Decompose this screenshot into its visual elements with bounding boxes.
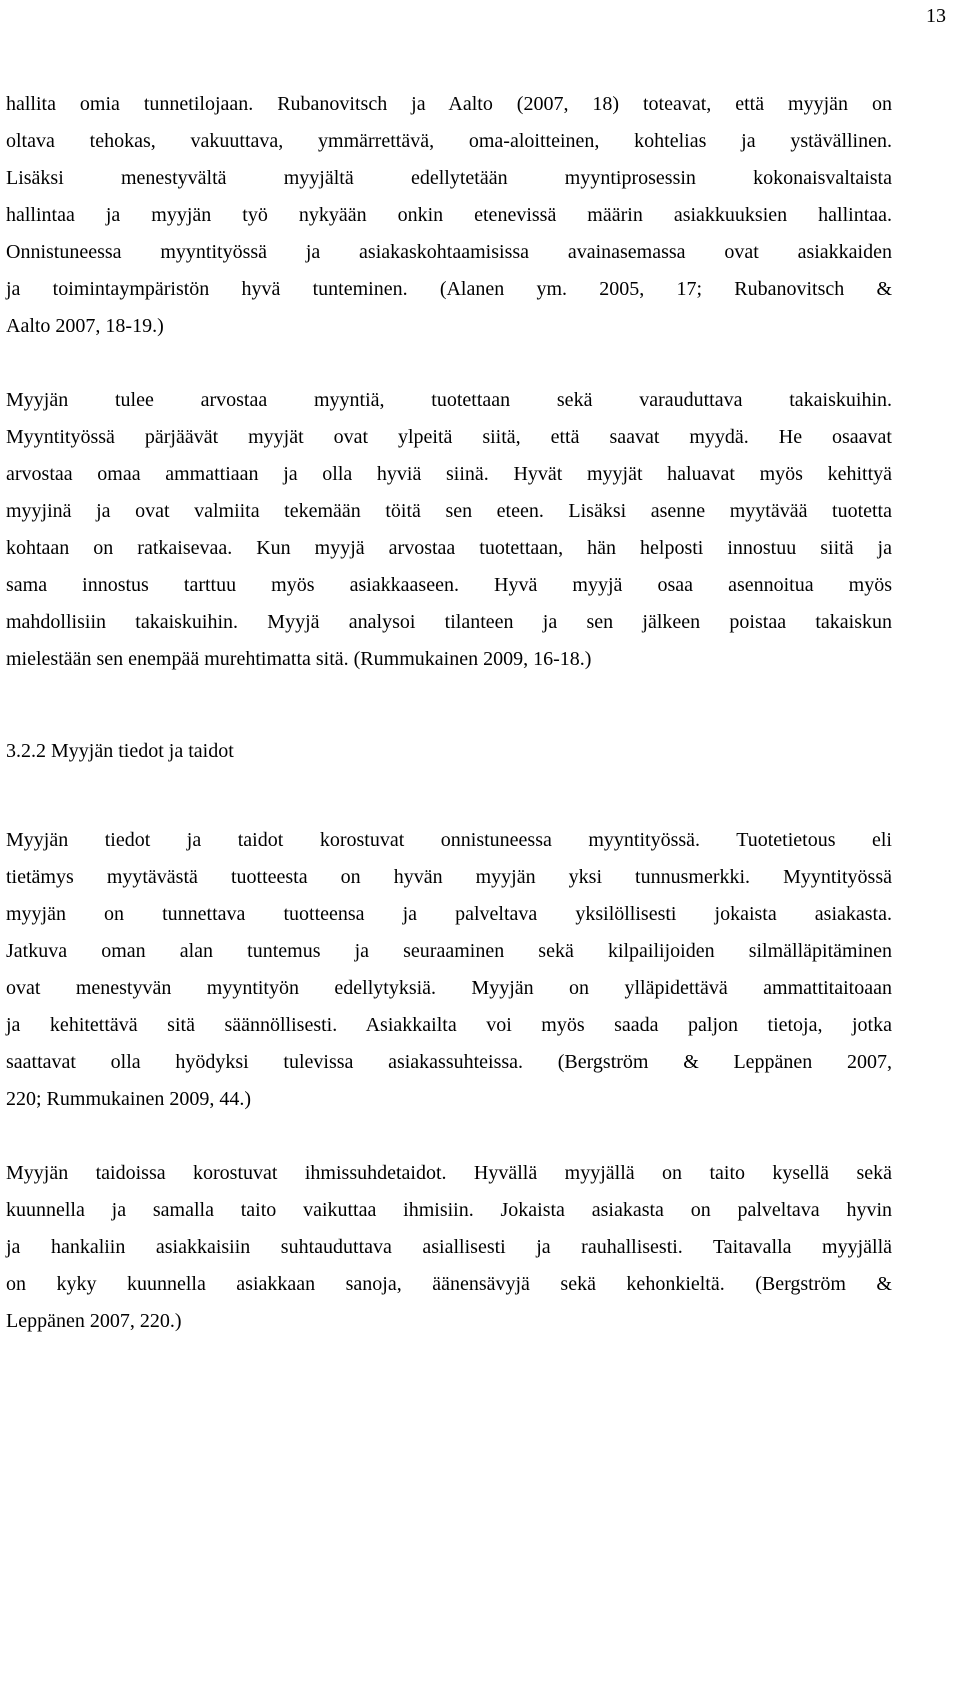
text-line: myyjän on tunnettava tuotteensa ja palveltava yksilöllisesti jokaista asiakasta. [6, 903, 892, 925]
text-line: oltava tehokas, vakuuttava, ymmärrettävä, oma-aloitteinen, kohtelias ja ystävällinen. [6, 130, 892, 152]
text-line: Onnistuneessa myyntityössä ja asiakaskohtaamisissa avainasemassa ovat asiakkaiden [6, 241, 892, 263]
text-line: ja kehitettävä sitä säännöllisesti. Asiakkailta voi myös saada paljon tietoja, jotka [6, 1014, 892, 1036]
section-heading: 3.2.2 Myyjän tiedot ja taidot [6, 740, 234, 762]
text-line: 220; Rummukainen 2009, 44.) [6, 1088, 251, 1110]
text-line: mahdollisiin takaiskuihin. Myyjä analysoi tilanteen ja sen jälkeen poistaa takaiskun [6, 611, 892, 633]
document-body [6, 86, 892, 1340]
text-line: saattavat olla hyödyksi tulevissa asiakassuhteissa. (Bergström & Leppänen 2007, [6, 1051, 892, 1073]
text-line: Myyjän tiedot ja taidot korostuvat onnistuneessa myyntityössä. Tuotetietous eli [6, 829, 892, 851]
paragraph-gap [6, 1118, 892, 1155]
paragraph [6, 1155, 892, 1340]
text-line: kohtaan on ratkaisevaa. Kun myyjä arvostaa tuotettaan, hän helposti innostuu siitä ja [6, 537, 892, 559]
text-line: mielestään sen enempää murehtimatta sitä. (Rummukainen 2009, 16-18.) [6, 648, 592, 670]
text-line: Myyntityössä pärjäävät myyjät ovat ylpeitä siitä, että saavat myydä. He osaavat [6, 426, 892, 448]
text-line: sama innostus tarttuu myös asiakkaaseen. Hyvä myyjä osaa asennoitua myös [6, 574, 892, 596]
text-line: ovat menestyvän myyntityön edellytyksiä. Myyjän on ylläpidettävä ammattitaitoaan [6, 977, 892, 999]
text-line: kuunnella ja samalla taito vaikuttaa ihmisiin. Jokaista asiakasta on palveltava hyvin [6, 1199, 892, 1221]
text-line: arvostaa omaa ammattiaan ja olla hyviä siinä. Hyvät myyjät haluavat myös kehittyä [6, 463, 892, 485]
section-gap [6, 678, 892, 733]
text-line: hallintaa ja myyjän työ nykyään onkin etenevissä määrin asiakkuuksien hallintaa. [6, 204, 892, 226]
text-line: on kyky kuunnella asiakkaan sanoja, äänensävyjä sekä kehonkieltä. (Bergström & [6, 1273, 892, 1295]
text-line: ja hankaliin asiakkaisiin suhtauduttava asiallisesti ja rauhallisesti. Taitavalla myyjällä [6, 1236, 892, 1258]
page-number: 13 [926, 5, 946, 27]
text-line: Jatkuva oman alan tuntemus ja seuraaminen sekä kilpailijoiden silmälläpitäminen [6, 940, 892, 962]
text-line: Aalto 2007, 18-19.) [6, 315, 164, 337]
text-line: myyjinä ja ovat valmiita tekemään töitä sen eteen. Lisäksi asenne myytävää tuotetta [6, 500, 892, 522]
text-line: ja toimintaympäristön hyvä tunteminen. (Alanen ym. 2005, 17; Rubanovitsch & [6, 278, 892, 300]
text-line: Myyjän tulee arvostaa myyntiä, tuotettaan sekä varauduttava takaiskuihin. [6, 389, 892, 411]
paragraph [6, 382, 892, 678]
paragraph-gap [6, 345, 892, 382]
text-line: Lisäksi menestyvältä myyjältä edellytetään myyntiprosessin kokonaisvaltaista [6, 167, 892, 189]
text-line: tietämys myytävästä tuotteesta on hyvän myyjän yksi tunnusmerkki. Myyntityössä [6, 866, 892, 888]
paragraph [6, 86, 892, 345]
text-line: hallita omia tunnetilojaan. Rubanovitsch ja Aalto (2007, 18) toteavat, että myyjän on [6, 93, 892, 115]
heading-gap [6, 770, 892, 822]
paragraph [6, 822, 892, 1118]
text-line: Myyjän taidoissa korostuvat ihmissuhdetaidot. Hyvällä myyjällä on taito kysellä sekä [6, 1162, 892, 1184]
text-line: Leppänen 2007, 220.) [6, 1310, 182, 1332]
